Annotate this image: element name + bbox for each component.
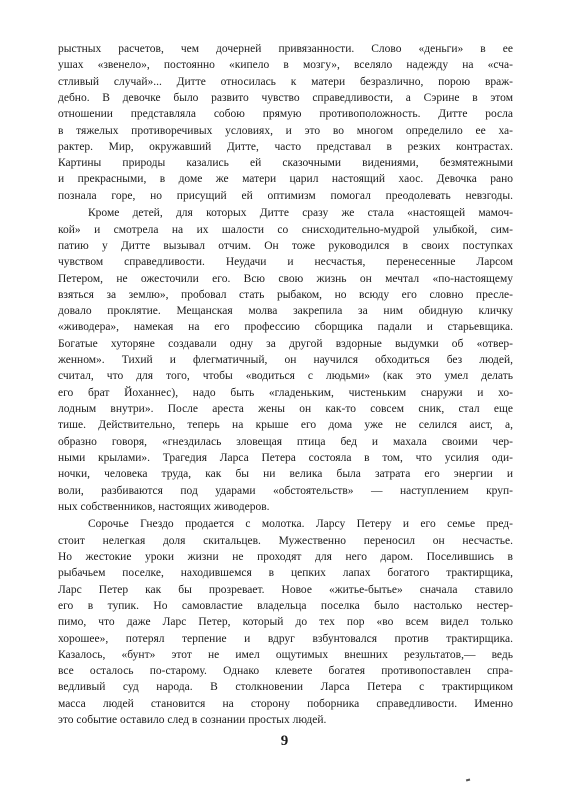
text-line: патию у Дитте вызывал отчим. Он тоже руководился в своих поступках bbox=[58, 239, 513, 252]
text-line: пимо, что даже Ларс Петер, который до тех пор «во всем видел только bbox=[58, 616, 513, 629]
text-line: и прекрасными, в доме же матери царил настоящий хаос. Девочка рано bbox=[58, 173, 513, 186]
text-line: Картины природы казались ей сказочными видениями, безмятежными bbox=[58, 157, 513, 170]
text-line: взяться за землю», пробовал стать рыбаком, но всюду его словно пресле- bbox=[58, 288, 513, 301]
text-line: образно говоря, «гнездилась зловещая птица бед и махала своими чер- bbox=[58, 435, 513, 448]
text-line: отношении представляла собою прямую противоположность. Дитте росла bbox=[58, 108, 513, 121]
text-line: лодным внутри». После ареста жены он как-то совсем сник, стал еще bbox=[58, 403, 513, 415]
text-line: рактер. Мир, окружавший Дитте, часто представал в резких контрастах. bbox=[58, 140, 513, 153]
text-line: ных собственников, настоящих живодеров. bbox=[58, 500, 270, 513]
text-line: тише. Действительно, теперь на крыше его дома уже не селился аист, а, bbox=[58, 419, 513, 432]
text-line: Сорочье Гнездо продается с молотка. Ларсу Петеру и его семье пред- bbox=[88, 518, 513, 531]
text-line: чувством справедливости. Неудачи и несчастья, перенесенные Ларсом bbox=[58, 256, 513, 269]
text-line: рыстных расчетов, чем дочерней привязанности. Слово «деньги» в ее bbox=[58, 43, 513, 55]
text-line: это событие оставило след в сознании простых людей. bbox=[58, 714, 327, 726]
text-line: ушах «звенело», постоянно «кипело в мозгу», вселяло надежду на «сча- bbox=[58, 59, 513, 72]
text-line: ными крылами». Трагедия Ларса Петера состояла в том, что усилия оди- bbox=[58, 451, 513, 464]
text-line: Но жестокие уроки жизни не проходят для него даром. Поселившись в bbox=[58, 551, 513, 563]
text-line: ночки, человека труда, как бы ни велика была затрата его энергии и bbox=[58, 468, 513, 481]
text-line: дебно. В девочке было развито чувство справедливости, а Сэрине в этом bbox=[58, 91, 513, 104]
text-line: ведливый суд народа. В столкновении Ларса Петера с трактирщиком bbox=[58, 681, 513, 694]
text-line: все осталось по-старому. Однако клевете богатея противопоставлен спра- bbox=[58, 665, 513, 678]
text-line: воли, разбиваются под ударами «обстоятельств» — наступлением круп- bbox=[58, 484, 513, 497]
text-line: его брат Йоханнес), надо быть «гладеньким, чистеньким снаружи и хо- bbox=[58, 386, 513, 399]
text-line: в тяжелых противоречивых условиях, и это во многом определило ее ха- bbox=[58, 124, 513, 137]
text-line: хорошее», потерял терпение и вдруг взбунтовался против трактирщика. bbox=[58, 632, 513, 645]
page-number: 9 bbox=[280, 733, 289, 749]
text-line: Кроме детей, для которых Дитте сразу же стала «настоящей мамоч- bbox=[88, 207, 513, 220]
text-line: довало проклятие. Мещанская молва закрепила за ним обидную кличку bbox=[58, 305, 513, 318]
text-line: Богатые хуторяне создавали одну за другой вздорные выдумки об «отвер- bbox=[58, 337, 513, 350]
text-line: Ларс Петер как бы прозревает. Новое «житье-бытье» сначала ставило bbox=[58, 583, 513, 596]
text-line: Петером, не ожесточили его. Всю свою жизнь он мечтал «по-настоящему bbox=[58, 272, 513, 285]
text-line: рыбачьем поселке, находившемся в цепких лапах богатого трактирщика, bbox=[58, 567, 513, 580]
text-line: его в тупик. Но самовластие владельца поселка было настолько нестер- bbox=[58, 599, 513, 612]
text-line: считал, что для того, чтобы «водиться с людьми» (как это умел делать bbox=[58, 370, 513, 383]
text-line: стоит нелегкая доля скитальцев. Мужественно переносил он несчастье. bbox=[58, 534, 513, 547]
text-line: Казалось, «бунт» этот не имел ощутимых внешних результатов,— ведь bbox=[58, 648, 513, 661]
text-line: женном». Тихий и флегматичный, он научился обходиться без людей, bbox=[58, 354, 513, 366]
text-line: масса людей становится на сторону поборника справедливости. Именно bbox=[58, 697, 513, 710]
text-line: стливый случай»... Дитте относилась к матери безразлично, порою враж- bbox=[58, 75, 513, 88]
text-line: кой» и смотрела на их шалости со снисходительно-мудрой улыбкой, сим- bbox=[58, 223, 513, 236]
text-line: «живодера», намекая на его профессию сборщика падали и старьевщика. bbox=[58, 321, 513, 334]
text-line: познала горе, но присущий ей оптимизм помогал преодолевать невзгоды. bbox=[58, 189, 513, 202]
